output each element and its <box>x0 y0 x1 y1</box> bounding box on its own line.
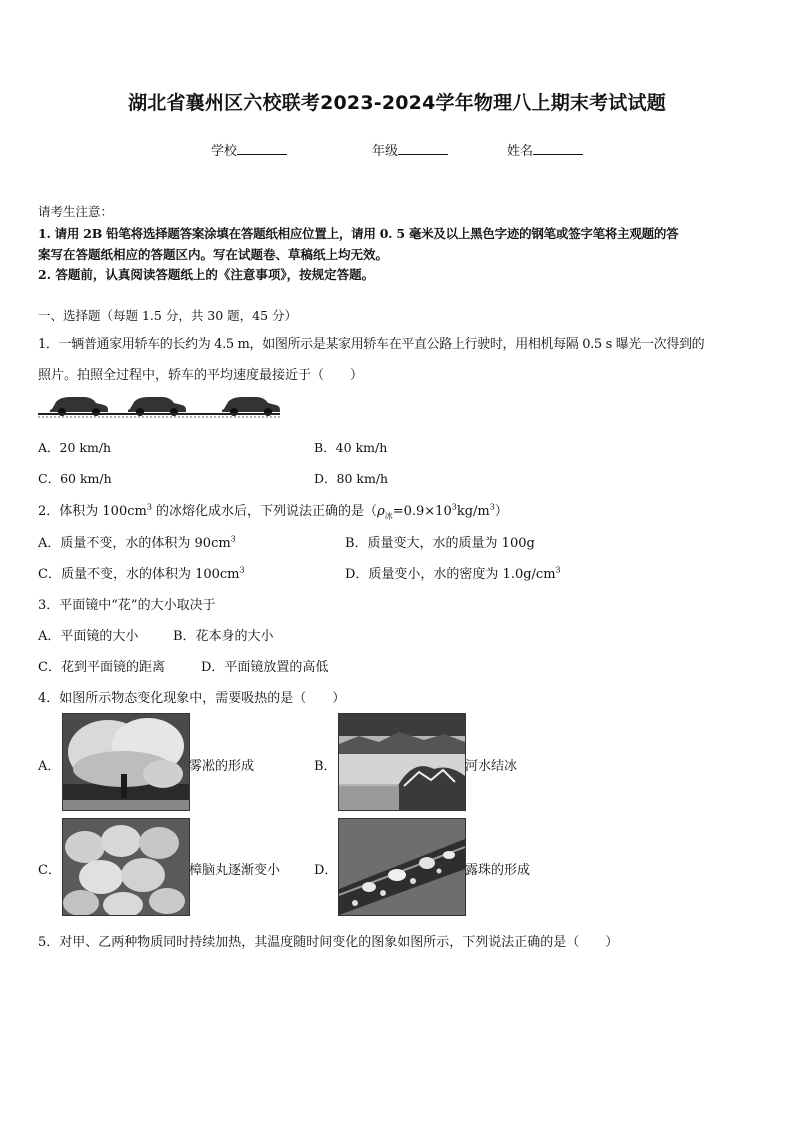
q3-option-a[interactable]: A．平面镜的大小 <box>38 629 139 644</box>
q2-option-c-exp: 3 <box>239 565 245 575</box>
q2-stem-part-3: =0.9×10 <box>392 504 452 519</box>
q2-option-c-text: C．质量不变，水的体积为 100cm <box>38 567 240 582</box>
river-ice-photo <box>338 713 466 811</box>
dew-photo <box>338 818 466 916</box>
notice-line-1a: 1. 请用 2B 铅笔将选择题答案涂填在答题纸相应位置上，请用 0. 5 毫米及以上黑色字迹的钢笔或签字笔将主观题的答 <box>38 226 679 241</box>
q2-option-d-text: D．质量变小，水的密度为 1.0g/cm <box>345 567 556 582</box>
q4-option-b-letter[interactable]: B． <box>314 759 337 774</box>
rime-photo <box>62 713 190 811</box>
notice-line-2: 2. 答题前，认真阅读答题纸上的《注意事项》，按规定答题。 <box>38 267 375 282</box>
q4-option-a-text: 雾凇的形成 <box>189 759 255 774</box>
page-title: 湖北省襄州区六校联考2023-2024学年物理八上期末考试试题 <box>128 92 666 114</box>
q2-option-d[interactable] <box>345 563 561 582</box>
q2-option-c[interactable] <box>38 563 245 582</box>
q2-stem-part-2: 的冰熔化成水后，下列说法正确的是（ <box>151 504 378 519</box>
grade-field[interactable] <box>372 140 448 159</box>
q4-stem: 4．如图所示物态变化现象中，需要吸热的是（ ） <box>38 691 346 706</box>
q2-option-a[interactable] <box>38 532 236 551</box>
q2-ice-sub: 冰 <box>384 511 393 521</box>
q3-option-d[interactable]: D．平面镜放置的高低 <box>201 660 329 675</box>
q2-option-a-text: A．质量不变，水的体积为 90cm <box>38 536 231 551</box>
grade-blank[interactable] <box>398 142 448 155</box>
name-label: 姓名 <box>507 144 534 159</box>
section-heading: 一、选择题（每题 1.5 分，共 30 题，45 分） <box>38 308 298 323</box>
q2-stem-part-4: kg/m <box>456 504 490 519</box>
q2-stem-part-5: ） <box>494 504 508 519</box>
school-label: 学校 <box>211 144 238 159</box>
q1-stem-line-2: 照片。拍照全过程中，轿车的平均速度最接近于（ ） <box>38 368 364 383</box>
q4-option-d-text: 露珠的形成 <box>465 863 531 878</box>
q3-stem: 3．平面镜中“花”的大小取决于 <box>38 598 216 613</box>
notice-heading: 请考生注意： <box>38 204 114 219</box>
q4-option-d-letter[interactable]: D． <box>314 863 338 878</box>
notice-line-1b: 案写在答题纸相应的答题区内。写在试题卷、草稿纸上均无效。 <box>38 247 389 262</box>
q1-car-photo <box>38 392 280 418</box>
q3-option-b[interactable]: B．花本身的大小 <box>173 629 274 644</box>
name-field[interactable] <box>507 140 583 159</box>
q2-stem-exp-2: 3 <box>451 502 457 512</box>
mothball-photo <box>62 818 190 916</box>
q2-option-a-exp: 3 <box>230 534 236 544</box>
q4-option-c-letter[interactable]: C． <box>38 863 61 878</box>
q1-option-a[interactable]: A．20 km/h <box>38 440 112 455</box>
school-blank[interactable] <box>237 142 287 155</box>
q4-option-c-text: 樟脑丸逐渐变小 <box>189 863 281 878</box>
q2-stem-exp-3: 3 <box>489 502 495 512</box>
q1-option-b[interactable]: B．40 km/h <box>314 440 388 455</box>
name-blank[interactable] <box>533 142 583 155</box>
grade-label: 年级 <box>372 144 399 159</box>
q4-option-a-letter[interactable]: A． <box>38 759 61 774</box>
q2-option-d-exp: 3 <box>555 565 561 575</box>
q3-option-c[interactable]: C．花到平面镜的距离 <box>38 660 165 675</box>
school-field[interactable] <box>211 140 287 159</box>
q2-stem <box>38 500 508 519</box>
q2-rho: ρ <box>377 504 385 519</box>
q2-option-b[interactable]: B．质量变大，水的质量为 100g <box>345 536 535 551</box>
q1-option-c[interactable]: C．60 km/h <box>38 471 112 486</box>
q4-option-b-text: 河水结冰 <box>465 759 518 774</box>
q2-stem-part-1: 2．体积为 100cm <box>38 504 147 519</box>
q2-stem-exp-1: 3 <box>146 502 152 512</box>
q1-stem-line-1: 1．一辆普通家用轿车的长约为 4.5 m，如图所示是某家用轿车在平直公路上行驶时，用相机每隔 0.5 s 曝光一次得到的 <box>38 337 705 352</box>
q1-option-d[interactable]: D．80 km/h <box>314 471 389 486</box>
q5-stem: 5．对甲、乙两种物质同时持续加热，其温度随时间变化的图象如图所示，下列说法正确的是（ ） <box>38 935 619 950</box>
